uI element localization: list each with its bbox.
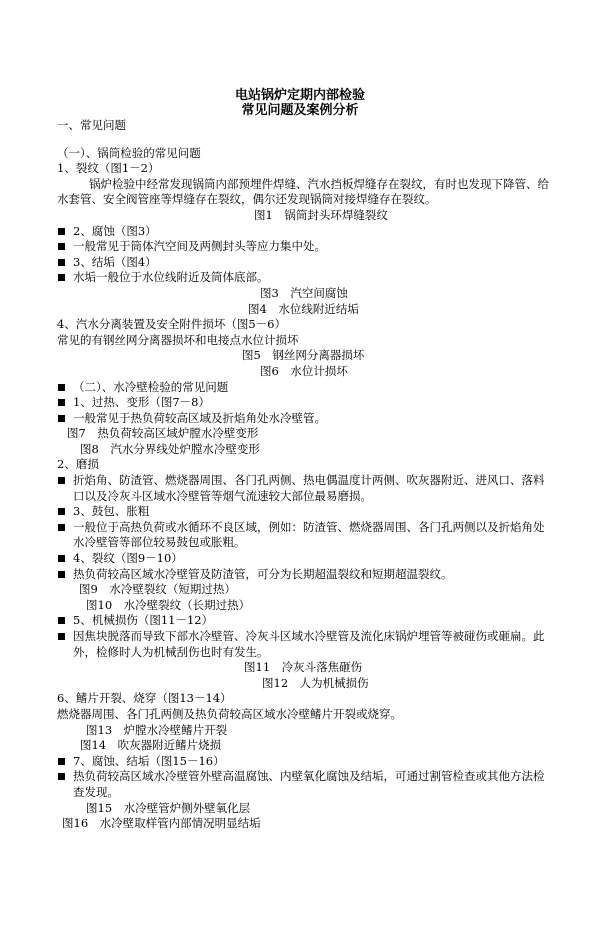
wall-item-overheat: 1、过热、变形（图7－8） xyxy=(0,395,600,411)
wall-item-bulge: 3、鼓包、胀粗 xyxy=(0,504,600,520)
figure-caption-4: 图4 水位线附近结垢 xyxy=(248,301,359,316)
figure-caption-5: 图5 钢丝网分离器损坏 xyxy=(242,348,365,363)
wall-overheat-desc: 一般常见于热负荷较高区域及折焰角处水冷壁管。 xyxy=(0,411,600,427)
bullet-icon xyxy=(58,524,65,531)
bullet-icon xyxy=(58,633,65,640)
drum-item-separator: 4、汽水分离装置及安全附件损坏（图5－6） xyxy=(57,317,286,332)
figure-caption-11: 图11 冷灰斗落焦砸伤 xyxy=(244,660,363,675)
bullet-icon xyxy=(58,477,65,484)
figure-caption-1: 图1 锅筒封头环焊缝裂纹 xyxy=(254,207,388,222)
bullet-icon xyxy=(58,228,65,235)
drum-separator-desc: 常见的有钢丝网分离器损坏和电接点水位计损坏 xyxy=(57,332,299,347)
drum-crack-desc-line1: 锅炉检验中经常发现锅筒内部预埋件焊缝、汽水挡板焊缝存在裂纹，有时也发现下降管、给 xyxy=(89,176,549,191)
figure-caption-10: 图10 水冷壁裂纹（长期过热） xyxy=(86,597,251,612)
wall-bulge-desc-cont: 水冷壁管等部位较易鼓包或胀粗。 xyxy=(73,535,246,550)
doc-title-line1: 电站锅炉定期内部检验 xyxy=(234,88,365,103)
drum-item-corrosion: 2、腐蚀（图3） xyxy=(0,224,600,240)
subsection-drum-heading: （一）、锅筒检验的常见问题 xyxy=(57,145,201,160)
drum-item-crack: 1、裂纹（图1－2） xyxy=(57,161,160,176)
figure-caption-14: 图14 吹灰器附近鳍片烧损 xyxy=(80,738,222,753)
wall-wear-desc-cont: 口以及冷灰斗区域水冷壁管等烟气流速较大部位最易磨损。 xyxy=(73,488,372,503)
bullet-icon xyxy=(58,555,65,562)
figure-caption-9: 图9 水冷壁裂纹（短期过热） xyxy=(79,582,236,597)
drum-item-scale: 3、结垢（图4） xyxy=(0,255,600,271)
wall-crack-desc: 热负荷较高区域水冷壁管及防渣管，可分为长期超温裂纹和短期超温裂纹。 xyxy=(0,567,600,583)
wall-corrosion-desc-cont: 查发现。 xyxy=(73,784,119,799)
bullet-icon xyxy=(58,399,65,406)
drum-crack-desc-line2: 水套管、安全阀管座等焊缝存在裂纹，偶尔还发现锅筒对接焊缝存在裂纹。 xyxy=(57,192,437,207)
bullet-icon xyxy=(58,571,65,578)
figure-caption-3: 图3 汽空间腐蚀 xyxy=(260,285,348,300)
figure-caption-6: 图6 水位计损坏 xyxy=(260,363,348,378)
doc-title-line2: 常见问题及案例分析 xyxy=(241,103,359,118)
figure-caption-12: 图12 人为机械损伤 xyxy=(262,675,369,690)
wall-item-wear: 2、磨损 xyxy=(57,457,99,472)
figure-caption-7: 图7 热负荷较高区域炉膛水冷壁变形 xyxy=(67,426,259,441)
bullet-icon xyxy=(58,243,65,250)
wall-corrosion-desc: 热负荷较高区域水冷壁管外壁高温腐蚀、内壁氧化腐蚀及结垢，可通过割管检查或其他方法检 xyxy=(0,769,600,785)
bullet-icon xyxy=(58,415,65,422)
subsection-wall-heading: （二）、水冷壁检验的常见问题 xyxy=(0,380,600,396)
wall-mechanical-desc-cont: 外，检修时人为机械刮伤也时有发生。 xyxy=(73,644,269,659)
bullet-icon xyxy=(58,773,65,780)
document-page xyxy=(0,88,600,938)
wall-item-corrosion: 7、腐蚀、结垢（图15－16） xyxy=(0,754,600,770)
bullet-icon xyxy=(58,259,65,266)
bullet-icon xyxy=(58,274,65,281)
bullet-icon xyxy=(58,508,65,515)
bullet-icon xyxy=(58,617,65,624)
wall-mechanical-desc: 因焦块脱落而导致下部水冷壁管、冷灰斗区域水冷壁管及流化床锅炉埋管等被碰伤或砸扁。此 xyxy=(0,629,600,645)
drum-corrosion-desc: 一般常见于筒体汽空间及两侧封头等应力集中处。 xyxy=(0,239,600,255)
wall-fin-desc: 燃烧器周围、各门孔两侧及热负荷较高区域水冷壁鳍片开裂或烧穿。 xyxy=(57,706,402,721)
figure-caption-16: 图16 水冷壁取样管内部情况明显结垢 xyxy=(62,816,261,831)
bullet-icon xyxy=(58,758,65,765)
wall-wear-desc: 折焰角、防渣管、燃烧器周围、各门孔两侧、热电偶温度计两侧、吹灰器附近、进风口、落料 xyxy=(0,473,600,489)
section-heading-common-problems: 一、常见问题 xyxy=(57,118,126,132)
figure-caption-15: 图15 水冷壁管炉侧外壁氧化层 xyxy=(86,800,251,815)
bullet-icon xyxy=(58,384,65,391)
wall-item-crack: 4、裂纹（图9－10） xyxy=(0,551,600,567)
drum-scale-desc: 水垢一般位于水位线附近及筒体底部。 xyxy=(0,270,600,286)
wall-item-fin: 6、鳍片开裂、烧穿（图13－14） xyxy=(57,691,232,706)
wall-item-mechanical: 5、机械损伤（图11－12） xyxy=(0,613,600,629)
figure-caption-8: 图8 汽水分界线处炉膛水冷壁变形 xyxy=(80,441,260,456)
wall-bulge-desc: 一般位于高热负荷或水循环不良区域，例如：防渣管、燃烧器周围、各门孔两侧以及折焰角处 xyxy=(0,520,600,536)
figure-caption-13: 图13 炉膛水冷壁鳍片开裂 xyxy=(86,722,228,737)
